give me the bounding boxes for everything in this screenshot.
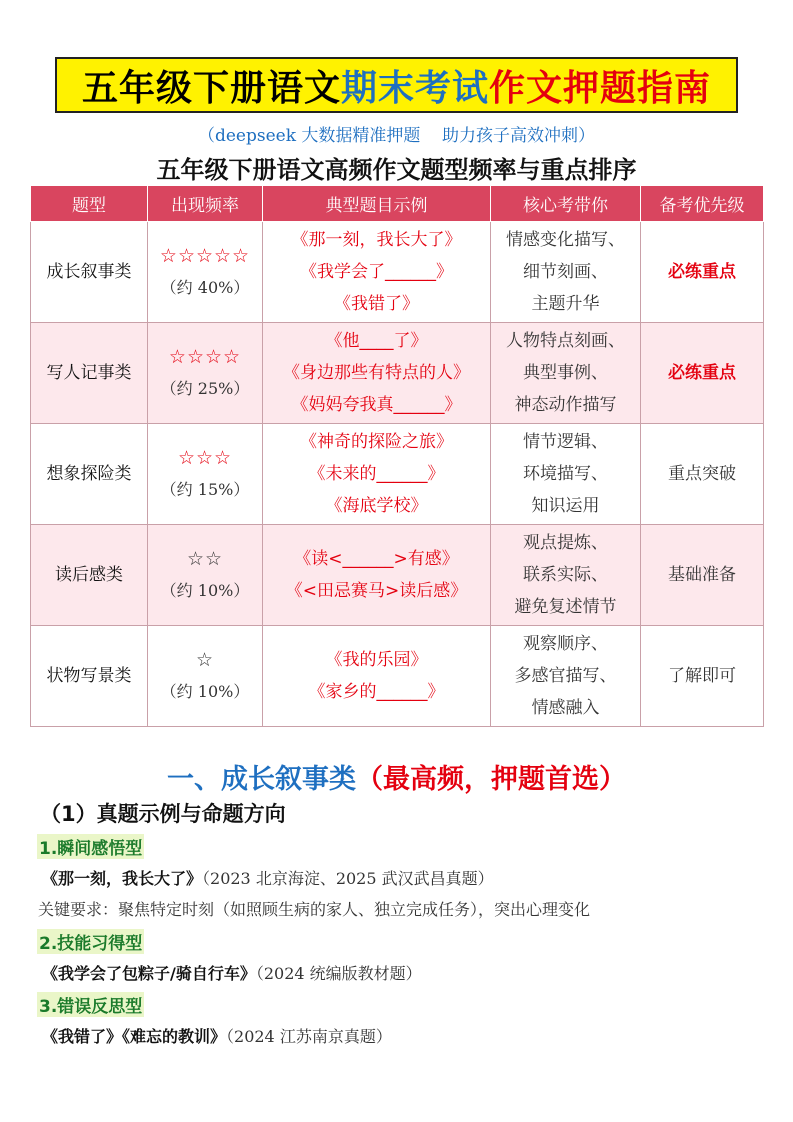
row-type: 成长叙事类	[31, 222, 148, 323]
core-point: 典型事例、	[523, 363, 608, 383]
core-point: 多感官描写、	[514, 666, 617, 686]
row-type: 想象探险类	[31, 424, 148, 525]
core-point: 情感变化描写、	[506, 230, 625, 250]
row-core	[491, 626, 641, 727]
row-examples	[263, 626, 491, 727]
row-priority: 重点突破	[641, 424, 764, 525]
frequency-percent: （约 10%）	[160, 682, 250, 701]
row-core	[491, 323, 641, 424]
banner-part-grade: 五年级下册语文	[81, 67, 341, 109]
example-title: 《我错了》	[334, 294, 419, 314]
example-title: 《他____了》	[325, 331, 428, 351]
section-title-main: 一、成长叙事类	[167, 764, 356, 795]
frequency-table	[30, 185, 764, 727]
core-point: 联系实际、	[523, 565, 608, 585]
row-priority: 基础准备	[641, 525, 764, 626]
banner-part-exam: 期末考试	[340, 67, 489, 109]
header-examples: 典型题目示例	[263, 186, 491, 222]
row-core	[491, 222, 641, 323]
section-subheading: （1）真题示例与命题方向	[40, 802, 286, 826]
example-title: 《海底学校》	[325, 496, 428, 516]
example-line-title: 《那一刻，我长大了》	[42, 869, 203, 888]
example-title: 《读<______>有感》	[294, 549, 459, 569]
requirement-text: 关键要求：聚焦特定时刻（如照顾生病的家人、独立完成任务），突出心理变化	[38, 900, 591, 919]
example-title: 《未来的______》	[308, 464, 445, 484]
example-line-note: （2024 统编版教材题）	[255, 964, 422, 983]
frequency-percent: （约 25%）	[160, 379, 250, 398]
row-priority: 必练重点	[641, 323, 764, 424]
core-point: 观点提炼、	[523, 533, 608, 553]
core-point: 细节刻画、	[523, 262, 608, 282]
row-examples	[263, 525, 491, 626]
example-title: 《家乡的______》	[308, 682, 445, 702]
table-header-row	[31, 186, 764, 222]
core-point: 避免复述情节	[514, 597, 617, 617]
core-point: 神态动作描写	[514, 395, 617, 415]
core-point: 人物特点刻画、	[506, 331, 625, 351]
frequency-percent: （约 15%）	[160, 480, 250, 499]
row-examples	[263, 323, 491, 424]
row-priority: 了解即可	[641, 626, 764, 727]
section-title	[0, 757, 793, 796]
row-frequency	[148, 626, 263, 727]
star-rating: ☆☆☆	[177, 447, 233, 469]
row-examples	[263, 424, 491, 525]
banner-part-guide: 作文押题指南	[489, 67, 712, 109]
core-point: 知识运用	[531, 496, 600, 516]
table-title: 五年级下册语文高频作文题型频率与重点排序	[156, 155, 637, 184]
star-rating: ☆	[195, 649, 215, 671]
example-line-note: （2024 江苏南京真题）	[226, 1027, 392, 1046]
core-point: 观察顺序、	[523, 634, 608, 654]
row-core	[491, 525, 641, 626]
row-frequency	[148, 323, 263, 424]
core-point: 主题升华	[531, 294, 600, 314]
row-examples	[263, 222, 491, 323]
row-type: 读后感类	[31, 525, 148, 626]
example-line	[42, 961, 422, 984]
row-type: 写人记事类	[31, 323, 148, 424]
example-line-note: （2023 北京海淀、2025 武汉武昌真题）	[202, 869, 494, 888]
subtitle: （deepseek 大数据精准押题 助力孩子高效冲刺）	[197, 126, 596, 146]
core-point: 情感融入	[531, 698, 600, 718]
star-rating: ☆☆☆☆☆	[159, 245, 251, 267]
frequency-percent: （约 10%）	[160, 581, 250, 600]
example-title: 《我学会了______》	[300, 262, 453, 282]
example-line	[42, 1024, 392, 1047]
header-priority: 备考优先级	[641, 186, 764, 222]
header-frequency: 出现频率	[148, 186, 263, 222]
core-point: 情节逻辑、	[523, 432, 608, 452]
example-title: 《<田忌赛马>读后感》	[285, 581, 468, 601]
core-point: 环境描写、	[523, 464, 608, 484]
example-title: 《妈妈夸我真______》	[291, 395, 462, 415]
table-row	[31, 424, 764, 525]
row-priority: 必练重点	[641, 222, 764, 323]
example-line-title: 《我错了》《难忘的教训》	[42, 1027, 227, 1046]
category-heading: 2.技能习得型	[37, 929, 144, 954]
header-core: 核心考带你	[491, 186, 641, 222]
table-row	[31, 323, 764, 424]
frequency-percent: （约 40%）	[160, 278, 250, 297]
row-frequency	[148, 424, 263, 525]
row-frequency	[148, 222, 263, 323]
row-frequency	[148, 525, 263, 626]
section-title-note: （最高频，押题首选）	[356, 764, 626, 795]
row-core	[491, 424, 641, 525]
row-type: 状物写景类	[31, 626, 148, 727]
star-rating: ☆☆☆☆	[168, 346, 242, 368]
example-line	[42, 866, 494, 889]
example-line-title: 《我学会了包粽子/骑自行车》	[42, 964, 256, 983]
example-title: 《神奇的探险之旅》	[300, 432, 453, 452]
requirement-line	[38, 897, 590, 920]
category-heading: 3.错误反思型	[37, 992, 144, 1017]
table-row	[31, 222, 764, 323]
header-type: 题型	[31, 186, 148, 222]
example-title: 《身边那些有特点的人》	[283, 363, 470, 383]
star-rating: ☆☆	[186, 548, 224, 570]
category-heading: 1.瞬间感悟型	[37, 834, 144, 859]
page-banner	[55, 57, 738, 113]
table-row	[31, 626, 764, 727]
table-row	[31, 525, 764, 626]
example-title: 《我的乐园》	[325, 650, 428, 670]
example-title: 《那一刻，我长大了》	[291, 230, 462, 250]
